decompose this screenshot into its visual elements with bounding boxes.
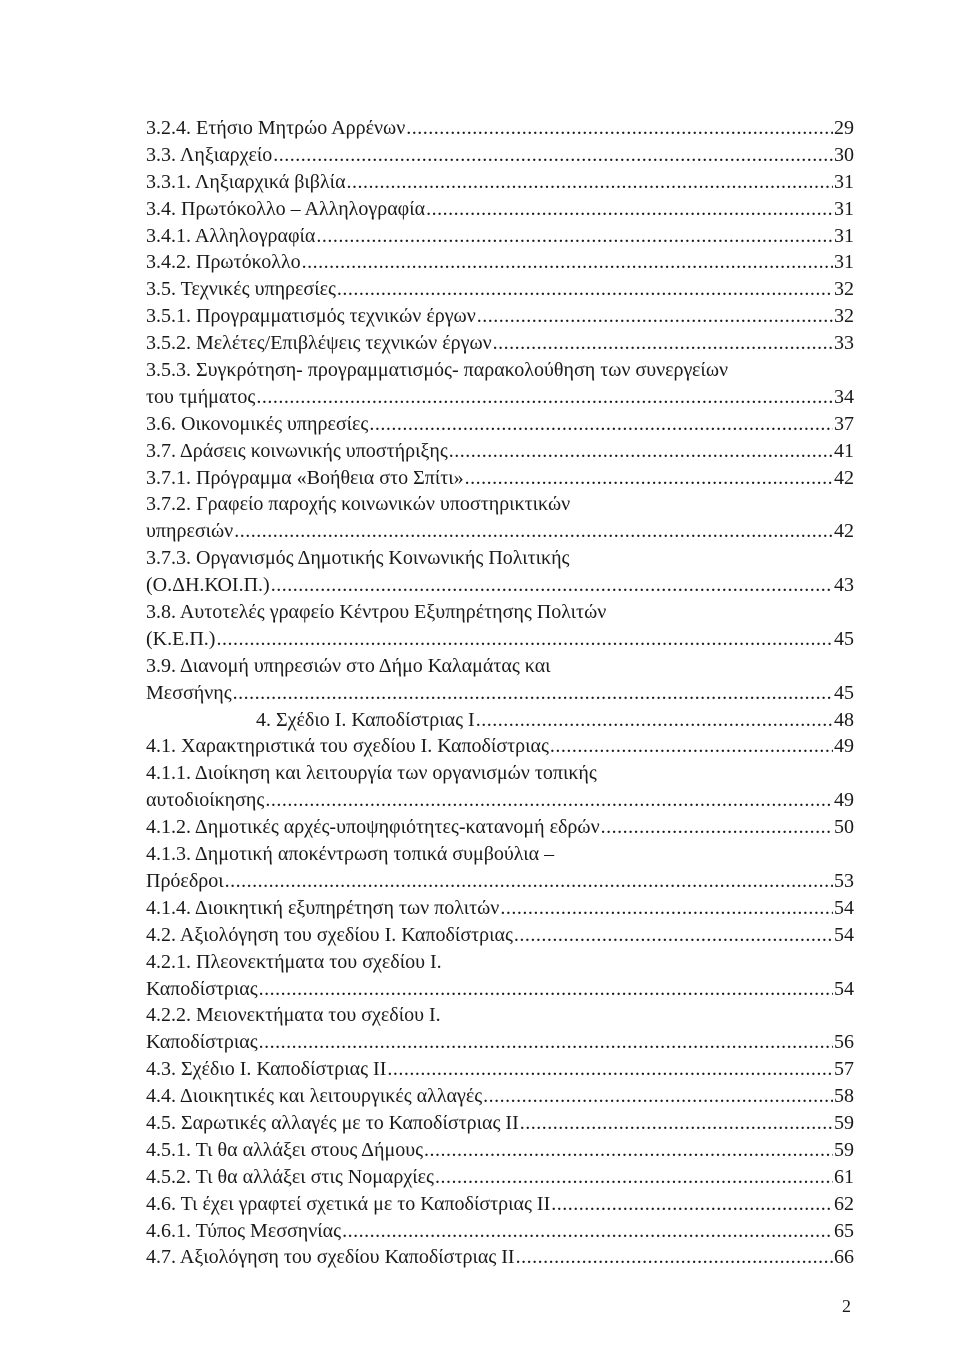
toc-entry-page: 49 (834, 789, 854, 812)
toc-entry-title: υπηρεσιών (146, 520, 234, 543)
toc-entry-page: 50 (834, 816, 854, 839)
toc-entry-page: 31 (834, 224, 854, 247)
toc-entry-page: 29 (834, 117, 854, 139)
toc-entry-page: 65 (834, 1219, 854, 1242)
toc-entry-title: (Κ.Ε.Π.) (146, 627, 216, 650)
toc-entry (146, 733, 854, 760)
toc-entry-title: 4.5.1. Τι θα αλλάξει στους Δήμους (146, 1138, 424, 1161)
toc-entry-title: 3.7.1. Πρόγραμμα «Βοήθεια στο Σπίτι» (146, 466, 464, 489)
toc-entry-title: 3.6. Οικονομικές υπηρεσίες (146, 412, 369, 435)
toc-entry (146, 115, 854, 142)
toc-entry-page: 31 (834, 170, 854, 193)
toc-entry-title: Καποδίστριας (146, 1031, 258, 1054)
toc-entry-title: αυτοδιοίκησης (146, 789, 265, 812)
toc-entry-title: του τμήματος (146, 385, 256, 408)
toc-entry (146, 303, 854, 330)
toc-leader-dots (386, 1056, 833, 1083)
toc-entry-title: 4.1.4. Διοικητική εξυπηρέτηση των πολιτών (146, 896, 500, 919)
toc-leader-dots (258, 976, 833, 1003)
toc-entry-title: 4.6. Τι έχει γραφτεί σχετικά με το Καποδίστριας ΙΙ (146, 1192, 551, 1215)
toc-entry-title: Πρόεδροι (146, 869, 224, 892)
toc-entry (146, 1110, 854, 1137)
toc-entry-title: 3.7.2. Γραφείο παροχής κοινωνικών υποστηρικτικών (146, 493, 571, 516)
toc-entry (146, 626, 854, 653)
toc-entry-page: 31 (834, 197, 854, 220)
toc-entry-page: 45 (834, 681, 854, 704)
toc-entry (146, 1056, 854, 1083)
toc-leader-dots (464, 465, 833, 492)
toc-entry-title: 4.2.2. Μειονεκτήματα του σχεδίου Ι. (146, 1004, 441, 1027)
toc-entry-page: 58 (834, 1085, 854, 1108)
toc-entry-title: 4.5.2. Τι θα αλλάξει στις Νομαρχίες (146, 1165, 434, 1188)
toc-entry (146, 760, 854, 787)
toc-entry-page: 48 (834, 708, 854, 731)
toc-leader-dots (215, 626, 833, 653)
toc-entry (146, 518, 854, 545)
toc-entry-title: 3.2.4. Ετήσιο Μητρώο Αρρένων (146, 117, 406, 139)
toc-leader-dots (346, 169, 833, 196)
toc-leader-dots (232, 680, 833, 707)
toc-entry-title: 3.5.2. Μελέτες/Επιβλέψεις τεχνικών έργων (146, 332, 492, 355)
toc-entry (146, 438, 854, 465)
toc-leader-dots (499, 895, 833, 922)
toc-entry-title: 4.2. Αξιολόγηση του σχεδίου Ι. Καποδίστριας (146, 923, 513, 946)
toc-leader-dots (301, 249, 833, 276)
toc-entry-page: 53 (834, 869, 854, 892)
toc-entry (146, 814, 854, 841)
toc-leader-dots (425, 196, 833, 223)
toc-entry-title: 3.5. Τεχνικές υπηρεσίες (146, 278, 336, 301)
toc-entry-page: 61 (834, 1165, 854, 1188)
toc-entry-page: 42 (834, 520, 854, 543)
toc-entry-page: 37 (834, 412, 854, 435)
toc-entry (146, 384, 854, 411)
toc-entry-title: 4.1.2. Δημοτικές αρχές-υποψηφιότητες-κατανομή εδρών (146, 816, 600, 839)
toc-entry (146, 1218, 854, 1245)
toc-leader-dots (233, 518, 833, 545)
toc-leader-dots (315, 223, 833, 250)
toc-leader-dots (270, 572, 833, 599)
toc-leader-dots (549, 733, 833, 760)
toc-entry-title: 4.6.1. Τύπος Μεσσηνίας (146, 1219, 342, 1242)
toc-entry-page: 32 (834, 278, 854, 301)
toc-leader-dots (405, 115, 833, 142)
toc-entry-page: 30 (834, 143, 854, 166)
toc-entry (146, 922, 854, 949)
toc-entry-page: 42 (834, 466, 854, 489)
toc-leader-dots (258, 1029, 833, 1056)
toc-entry-title: 4.1.3. Δημοτική αποκέντρωση τοπικά συμβούλια – (146, 843, 555, 866)
toc-leader-dots (264, 787, 833, 814)
toc-entry (146, 1083, 854, 1110)
toc-entry (146, 249, 854, 276)
toc-leader-dots (434, 1164, 833, 1191)
toc-entry-page: 59 (834, 1138, 854, 1161)
toc-entry (146, 545, 854, 572)
toc-entry (146, 465, 854, 492)
toc-entry-page: 49 (834, 735, 854, 758)
toc-entry (146, 196, 854, 223)
toc-entry (146, 169, 854, 196)
toc-entry-title: 3.9. Διανομή υπηρεσιών στο Δήμο Καλαμάτας και (146, 654, 551, 677)
toc-entry (146, 680, 854, 707)
toc-entry-title: 4.3. Σχέδιο Ι. Καποδίστριας ΙΙ (146, 1058, 387, 1081)
toc-entry-title: Καποδίστριας (146, 977, 258, 1000)
toc-leader-dots (519, 1110, 833, 1137)
page-number: 2 (842, 1296, 851, 1316)
toc-entry-title: 3.8. Αυτοτελές γραφείο Κέντρου Εξυπηρέτησης Πολιτών (146, 601, 607, 624)
toc-entry-page: 54 (834, 977, 854, 1000)
toc-entry (146, 653, 854, 680)
toc-leader-dots (448, 438, 833, 465)
toc-entry-page: 43 (834, 574, 854, 597)
toc-entry (146, 1137, 854, 1164)
toc-entry (146, 949, 854, 976)
toc-entry (146, 599, 854, 626)
toc-leader-dots (476, 303, 833, 330)
toc-leader-dots (255, 384, 833, 411)
toc-entry (146, 1029, 854, 1056)
toc-entry-title: 3.5.1. Προγραμματισμός τεχνικών έργων (146, 305, 476, 328)
toc-entry (146, 1164, 854, 1191)
toc-entry (146, 330, 854, 357)
toc-entry (146, 787, 854, 814)
toc-entry-page: 32 (834, 305, 854, 328)
toc-entry-title: 4. Σχέδιο Ι. Καποδίστριας Ι (256, 708, 475, 731)
toc-entry-page: 62 (834, 1192, 854, 1215)
toc-entry-title: 3.7. Δράσεις κοινωνικής υποστήριξης (146, 439, 448, 462)
toc-leader-dots (423, 1137, 833, 1164)
toc-leader-dots (600, 814, 833, 841)
toc-entry (146, 357, 854, 384)
toc-entry (146, 276, 854, 303)
toc-entry-page: 41 (834, 439, 854, 462)
toc-entry-title: 3.4. Πρωτόκολλο – Αλληλογραφία (146, 197, 426, 220)
toc-entry (146, 1002, 854, 1029)
toc-leader-dots (513, 922, 833, 949)
toc-entry-title: 4.2.1. Πλεονεκτήματα του σχεδίου Ι. (146, 950, 442, 973)
toc-entry-page: 54 (834, 923, 854, 946)
toc-leader-dots (492, 330, 833, 357)
toc-entry-page: 33 (834, 332, 854, 355)
toc-leader-dots (515, 1244, 833, 1271)
table-of-contents (146, 115, 854, 1271)
toc-entry-title: (Ο.ΔΗ.ΚΟΙ.Π.) (146, 574, 270, 597)
toc-entry (146, 1244, 854, 1271)
toc-entry-title: Μεσσήνης (146, 681, 232, 704)
toc-entry (146, 223, 854, 250)
toc-entry-page: 45 (834, 627, 854, 650)
toc-leader-dots (368, 411, 833, 438)
toc-entry-title: 3.4.1. Αλληλογραφία (146, 224, 316, 247)
toc-entry (146, 841, 854, 868)
toc-entry (146, 868, 854, 895)
toc-entry-title: 4.4. Διοικητικές και λειτουργικές αλλαγές (146, 1085, 483, 1108)
toc-entry (146, 491, 854, 518)
toc-entry (146, 976, 854, 1003)
toc-entry-title: 3.5.3. Συγκρότηση- προγραμματισμός- παρακολούθηση των συνεργείων (146, 359, 729, 382)
toc-entry (146, 707, 854, 734)
toc-entry-page: 66 (834, 1246, 854, 1269)
toc-leader-dots (272, 142, 833, 169)
toc-entry-page: 57 (834, 1058, 854, 1081)
toc-entry-page: 31 (834, 251, 854, 274)
toc-entry-title: 4.5. Σαρωτικές αλλαγές με το Καποδίστριας ΙΙ (146, 1111, 519, 1134)
toc-entry (146, 411, 854, 438)
toc-entry (146, 142, 854, 169)
toc-entry-title: 3.3. Ληξιαρχείο (146, 143, 273, 166)
toc-entry (146, 895, 854, 922)
toc-entry-page: 59 (834, 1111, 854, 1134)
toc-entry-title: 3.3.1. Ληξιαρχικά βιβλία (146, 170, 346, 193)
toc-entry-title: 4.1.1. Διοίκηση και λειτουργία των οργανισμών τοπικής (146, 762, 597, 785)
toc-entry-title: 4.1. Χαρακτηριστικά του σχεδίου Ι. Καποδίστριας (146, 735, 549, 758)
toc-entry (146, 1191, 854, 1218)
toc-entry-page: 34 (834, 385, 854, 408)
toc-leader-dots (336, 276, 833, 303)
toc-leader-dots (341, 1218, 833, 1245)
toc-entry-page: 56 (834, 1031, 854, 1054)
toc-entry (146, 572, 854, 599)
toc-entry-title: 4.7. Αξιολόγηση του σχεδίου Καποδίστριας ΙΙ (146, 1246, 515, 1269)
toc-entry-page: 54 (834, 896, 854, 919)
toc-leader-dots (475, 707, 833, 734)
toc-leader-dots (224, 868, 833, 895)
toc-entry-title: 3.4.2. Πρωτόκολλο (146, 251, 301, 274)
toc-leader-dots (550, 1191, 833, 1218)
toc-leader-dots (482, 1083, 833, 1110)
toc-entry-title: 3.7.3. Οργανισμός Δημοτικής Κοινωνικής Πολιτικής (146, 547, 570, 570)
